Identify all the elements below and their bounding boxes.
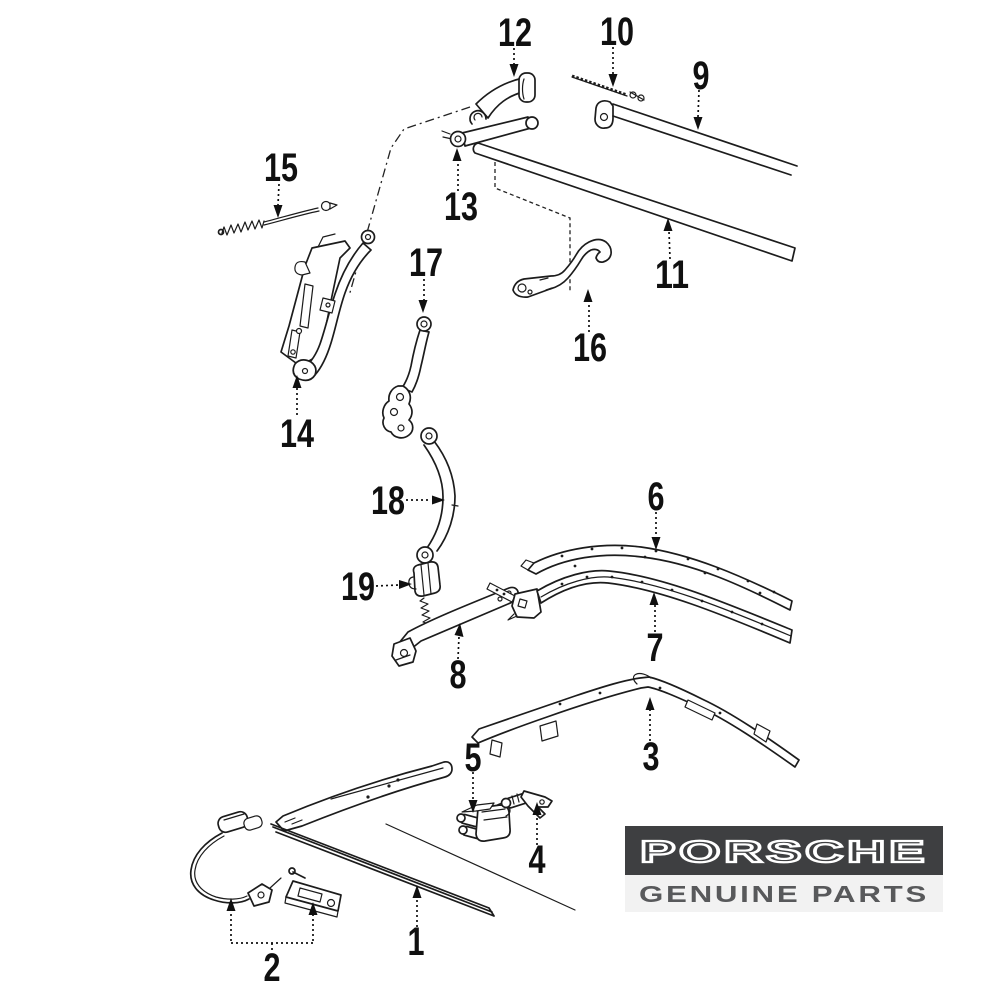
part-2-cable: [191, 833, 249, 903]
callout-5-label: 5: [464, 736, 482, 780]
part-3-tabs: [490, 700, 770, 757]
brand-tagline-text: GENUINE PARTS: [639, 881, 929, 907]
callout-19-label: 19: [341, 565, 375, 609]
callout-4-label: 4: [528, 838, 547, 882]
callout-2: [227, 898, 318, 990]
callout-8: [450, 623, 467, 697]
part-13-drawing: [442, 117, 538, 147]
callout-3: [643, 697, 660, 779]
part-12-end-tab: [519, 73, 535, 102]
porsche-logo: [625, 826, 943, 912]
callout-17-label: 17: [409, 241, 443, 285]
part-3-drawing: [472, 674, 799, 767]
callout-6-label: 6: [647, 475, 665, 519]
part-14-drawing: [281, 231, 375, 381]
callout-7-label: 7: [646, 626, 664, 670]
part-13-upper-rod: [462, 117, 531, 146]
callout-14-label: 14: [280, 412, 315, 456]
callout-1-label: 1: [407, 920, 425, 964]
part-1-upper-arm: [276, 762, 452, 831]
callout-16: [573, 289, 607, 370]
part-2-drawing: [191, 810, 341, 917]
callout-17: [409, 241, 443, 313]
part-12-drawing: [470, 73, 535, 124]
brand-name-text: PORSCHE: [640, 834, 928, 869]
callout-7: [647, 592, 664, 670]
callout-14: [280, 375, 315, 456]
callout-11-label: 11: [655, 253, 689, 297]
callout-9: [693, 54, 710, 130]
callout-15: [264, 146, 298, 218]
callout-9-label: 9: [692, 54, 710, 98]
part-18-drawing: [417, 428, 458, 563]
callout-1: [408, 885, 425, 964]
callout-12: [498, 11, 532, 77]
callout-19: [341, 565, 412, 609]
callout-12-label: 12: [498, 11, 532, 55]
part-10-drawing: [572, 76, 644, 101]
part-17-drawing: [383, 317, 431, 438]
part-16-drawing: [513, 240, 611, 298]
part-5-drawing: [457, 803, 510, 841]
callout-6: [648, 475, 665, 550]
callout-18-label: 18: [371, 479, 405, 523]
callout-11: [655, 218, 689, 297]
callout-8-label: 8: [449, 653, 467, 697]
callout-2-label: 2: [263, 946, 281, 990]
callout-18: [371, 479, 445, 523]
callout-15-label: 15: [264, 146, 298, 190]
part-9-drawing: [595, 101, 797, 175]
callout-3-label: 3: [642, 735, 660, 779]
callout-10-label: 10: [600, 10, 634, 54]
callout-16-label: 16: [573, 326, 607, 370]
part-10-hatched-rod: [572, 76, 627, 95]
callout-13: [444, 148, 478, 229]
callout-13-label: 13: [444, 185, 478, 229]
part-15-coil: [222, 220, 264, 235]
callout-5: [465, 736, 482, 813]
callout-10: [600, 10, 634, 87]
